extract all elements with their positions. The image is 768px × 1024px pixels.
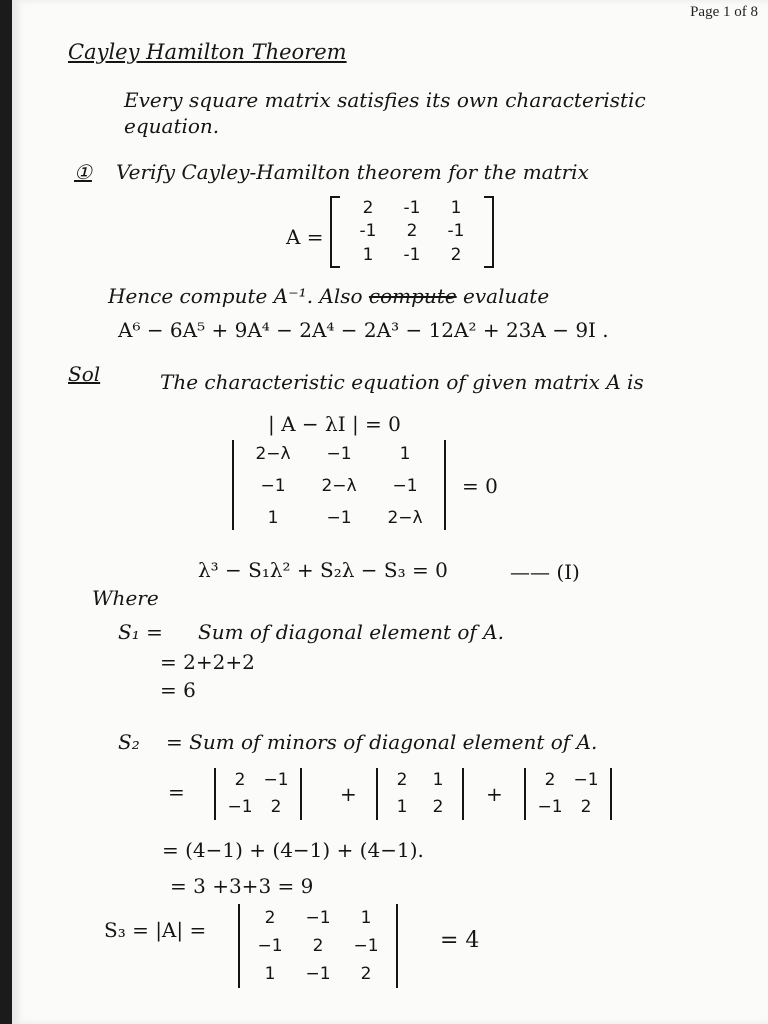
det-cell: −1 bbox=[326, 444, 352, 464]
s2-label: S₂ bbox=[118, 730, 140, 754]
minor-cell: −1 bbox=[227, 797, 253, 817]
s3-value: = 4 bbox=[440, 928, 480, 953]
where-label: Where bbox=[92, 586, 159, 610]
matrix-a-cell: -1 bbox=[403, 244, 421, 265]
hence-end: evaluate bbox=[463, 284, 550, 308]
characteristic-polynomial: λ³ − S₁λ² + S₂λ − S₃ = 0 bbox=[198, 558, 448, 582]
s2-minor-values: = (4−1) + (4−1) + (4−1). bbox=[162, 838, 424, 862]
page-title: Cayley Hamilton Theorem bbox=[68, 40, 347, 64]
minor-cell: 2 bbox=[544, 770, 556, 790]
s3-cell: 1 bbox=[264, 964, 276, 984]
matrix-a bbox=[330, 196, 494, 268]
minor-determinant-2 bbox=[376, 768, 464, 820]
matrix-a-cell: -1 bbox=[447, 221, 465, 242]
s3-cell: 1 bbox=[360, 908, 372, 928]
s3-label: S₃ = |A| = bbox=[104, 918, 207, 942]
solution-text: The characteristic equation of given matrix A is bbox=[160, 370, 644, 394]
characteristic-determinant-grid bbox=[234, 440, 444, 530]
matrix-a-cell: 1 bbox=[450, 198, 462, 218]
det-cell: −1 bbox=[392, 476, 418, 496]
s1-definition: Sum of diagonal element of A. bbox=[198, 620, 504, 644]
determinant-equals-zero: = 0 bbox=[462, 474, 498, 498]
det-cell: 1 bbox=[267, 508, 279, 528]
s1-calculation: = 2+2+2 bbox=[160, 650, 255, 674]
solution-label: Sol bbox=[68, 362, 101, 386]
characteristic-determinant bbox=[232, 440, 446, 530]
minor-1-grid bbox=[216, 768, 300, 820]
s3-cell: 2 bbox=[360, 964, 372, 984]
question-marker: ① bbox=[74, 160, 92, 184]
matrix-a-cell: -1 bbox=[359, 221, 377, 242]
page-indicator: Page 1 of 8 bbox=[690, 4, 758, 20]
hence-line bbox=[108, 284, 549, 308]
equation-reference: —— (I) bbox=[510, 560, 580, 584]
s3-cell: −1 bbox=[305, 964, 331, 984]
matrix-a-cell: 2 bbox=[450, 244, 462, 265]
minor-3-grid bbox=[526, 768, 610, 820]
minor-cell: −1 bbox=[573, 770, 599, 790]
s3-cell: 2 bbox=[264, 908, 276, 928]
minor-cell: 1 bbox=[432, 770, 444, 790]
evaluate-expression: A⁶ − 6A⁵ + 9A⁴ − 2A⁴ − 2A³ − 12A² + 23A − 9I . bbox=[118, 318, 609, 342]
minor-determinant-3 bbox=[524, 768, 612, 820]
hence-struck-word: compute bbox=[368, 284, 457, 308]
theorem-statement-line2: equation. bbox=[124, 114, 220, 138]
s3-cell: 2 bbox=[312, 936, 324, 956]
determinant-equation: | A − λI | = 0 bbox=[268, 412, 401, 436]
minor-determinant-1 bbox=[214, 768, 302, 820]
s3-determinant bbox=[238, 904, 398, 988]
plus-sign: + bbox=[486, 782, 503, 806]
minor-cell: 2 bbox=[432, 797, 444, 817]
s3-determinant-grid bbox=[240, 904, 396, 988]
minor-cell: 2 bbox=[580, 797, 592, 817]
theorem-statement-line1: Every square matrix satisfies its own characteristic bbox=[124, 88, 646, 112]
s1-label: S₁ = bbox=[118, 620, 163, 644]
s3-cell: −1 bbox=[353, 936, 379, 956]
s3-cell: −1 bbox=[257, 936, 283, 956]
plus-sign: + bbox=[340, 782, 357, 806]
det-cell: 2−λ bbox=[255, 444, 291, 464]
minor-2-grid bbox=[378, 768, 462, 820]
matrix-a-cell: 2 bbox=[362, 198, 374, 218]
matrix-a-cell: 2 bbox=[406, 221, 418, 242]
matrix-a-cell: -1 bbox=[403, 198, 421, 218]
det-cell: 1 bbox=[399, 444, 411, 464]
minor-cell: 2 bbox=[270, 797, 282, 817]
s3-cell: −1 bbox=[305, 908, 331, 928]
matrix-a-grid bbox=[340, 196, 484, 268]
matrix-a-cell: 1 bbox=[362, 244, 374, 265]
s2-equals-sign: = bbox=[168, 780, 185, 804]
minor-cell: 2 bbox=[396, 770, 408, 790]
det-cell: −1 bbox=[260, 476, 286, 496]
question-text: Verify Cayley-Hamilton theorem for the matrix bbox=[116, 160, 589, 184]
s2-result: = 3 +3+3 = 9 bbox=[170, 874, 314, 898]
minor-cell: −1 bbox=[537, 797, 563, 817]
minor-cell: −1 bbox=[263, 770, 289, 790]
s2-definition: = Sum of minors of diagonal element of A. bbox=[166, 730, 598, 754]
s1-result: = 6 bbox=[160, 678, 196, 702]
minor-cell: 1 bbox=[396, 797, 408, 817]
det-cell: −1 bbox=[326, 508, 352, 528]
hence-text: Hence compute A⁻¹. Also bbox=[108, 284, 363, 308]
minor-cell: 2 bbox=[234, 770, 246, 790]
det-cell: 2−λ bbox=[387, 508, 423, 528]
det-cell: 2−λ bbox=[321, 476, 357, 496]
matrix-a-label: A = bbox=[286, 225, 324, 249]
